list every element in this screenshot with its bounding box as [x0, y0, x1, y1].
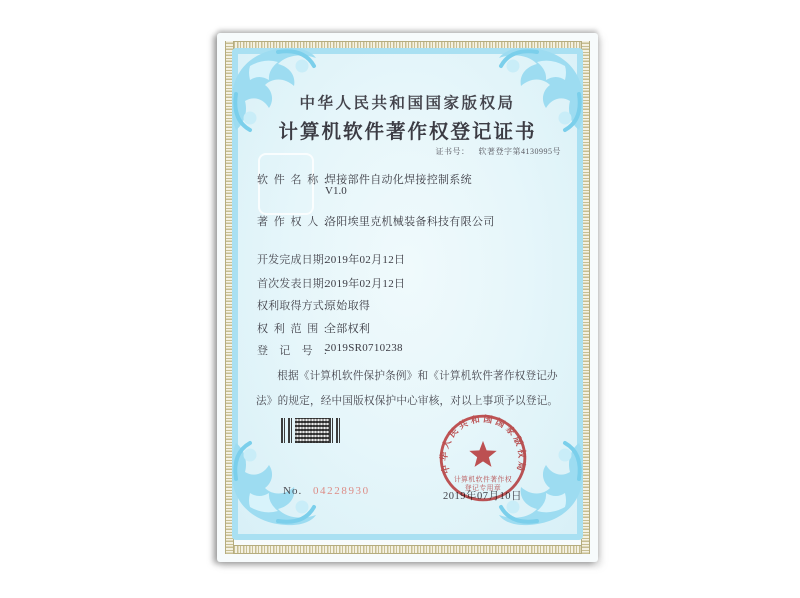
seal-ring-text: 中华人民共和国国家版权局	[438, 413, 528, 475]
field-label: 著作权人:	[257, 216, 327, 228]
field-value: 全部权利	[325, 323, 371, 335]
field-label: 软件名称:	[257, 174, 327, 186]
field-software-name	[257, 171, 472, 187]
field-rights-acquisition	[257, 297, 371, 313]
certificate-number-line	[436, 146, 562, 157]
field-value: 焊接部件自动化焊接控制系统	[325, 174, 472, 186]
official-seal	[438, 413, 528, 503]
field-first-publish-date	[257, 275, 406, 291]
serial-prefix: No.	[283, 485, 303, 497]
field-registration-number	[257, 342, 403, 358]
field-label: 首次发表日期:	[257, 278, 327, 290]
seal-caption-line2: 登记专用章	[464, 484, 502, 492]
certificate-number-label: 证书号：	[435, 147, 470, 156]
certificate-paper	[217, 33, 598, 562]
certificate-number-value: 软著登字第4130995号	[478, 147, 561, 156]
field-copyright-owner	[257, 213, 495, 229]
software-version: V1.0	[325, 185, 347, 197]
barcode-bars-left	[281, 418, 295, 443]
field-label: 权利取得方式:	[257, 300, 327, 312]
barcode	[281, 418, 343, 443]
issuer-title: 中华人民共和国国家版权局	[299, 95, 516, 112]
serial-number-line	[283, 485, 370, 497]
certificate-title: 计算机软件著作权登记证书	[278, 122, 537, 143]
field-dev-complete-date	[257, 251, 406, 267]
field-value: 2019SR0710238	[325, 342, 403, 354]
field-value: 原始取得	[325, 300, 371, 312]
serial-number: 04228930	[312, 485, 370, 497]
lace-flourish-icon	[228, 439, 318, 529]
field-value: 洛阳埃里克机械装备科技有限公司	[325, 216, 495, 228]
greek-key-border-bottom	[225, 545, 590, 554]
seal-caption-line1: 计算机软件著作权	[453, 476, 513, 484]
barcode-matrix-center	[295, 418, 329, 443]
legal-statement: 根据《计算机软件保护条例》和《计算机软件著作权登记办法》的规定，经中国版权保护中心审核，对以上事项予以登记。	[256, 371, 559, 407]
barcode-bars-right	[329, 418, 343, 443]
field-label: 权利范围:	[257, 323, 327, 335]
field-value: 2019年02月12日	[325, 254, 406, 266]
star-icon	[469, 441, 496, 467]
field-label: 开发完成日期:	[257, 254, 327, 266]
field-value: 2019年02月12日	[325, 278, 406, 290]
issue-date: 2019年07月10日	[443, 491, 522, 502]
field-rights-scope	[257, 320, 371, 336]
field-label: 登记号:	[257, 345, 327, 357]
